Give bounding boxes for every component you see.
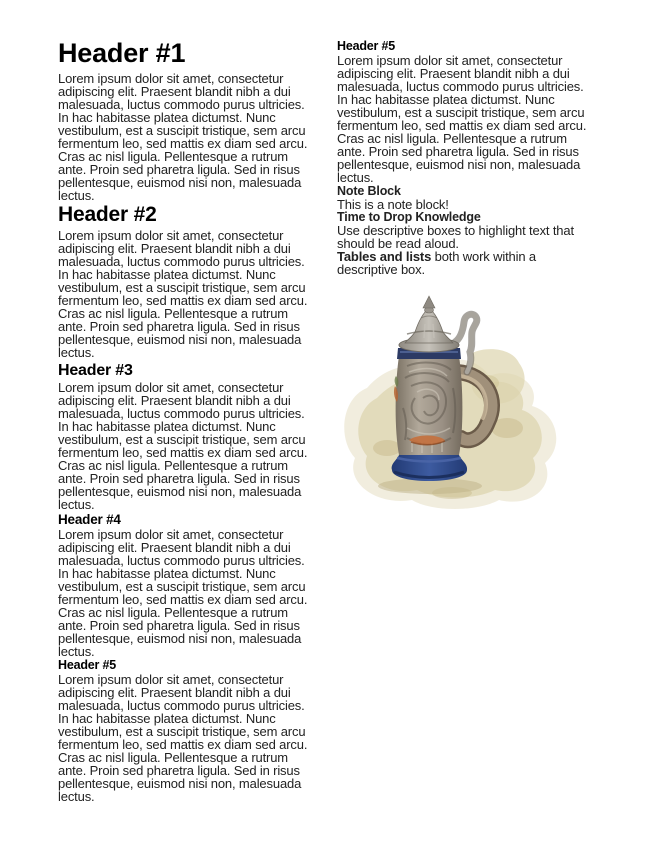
tables-note-rest: both work within a descriptive box. [337, 249, 536, 277]
paragraph: Lorem ipsum dolor sit amet, consectetur adipiscing elit. Praesent blandit nibh a dui malesuada, luctus commodo purus ultricies. In hac habitasse platea dictumst. Nunc vestibulum, est a suscipit tristique, sem arcu fermentum leo, sed mattis ex diam sed arcu. Cras ac nisl ligula. Pellentesque a rutrum ante. Proin sed pharetra ligula. Sed in risus pellentesque, euismod nisi non, malesuada lectus. [58, 527, 308, 659]
heading-1: Header #1 [58, 38, 186, 68]
section-header-4 [58, 513, 310, 658]
paragraph: Lorem ipsum dolor sit amet, consectetur adipiscing elit. Praesent blandit nibh a dui malesuada, luctus commodo purus ultricies. In hac habitasse platea dictumst. Nunc vestibulum, est a suscipit tristique, sem arcu fermentum leo, sed mattis ex diam sed arcu. Cras ac nisl ligula. Pellentesque a rutrum ante. Proin sed pharetra ligula. Sed in risus pellentesque, euismod nisi non, malesuada lectus. [58, 672, 308, 804]
heading-5: Header #5 [58, 658, 116, 672]
heading-5-right: Header #5 [337, 39, 395, 53]
heading-3: Header #3 [58, 362, 133, 379]
knowledge-text: Use descriptive boxes to highlight text that should be read aloud. [337, 223, 574, 251]
left-column [58, 40, 310, 804]
heading-2: Header #2 [58, 203, 157, 226]
paragraph: Lorem ipsum dolor sit amet, consectetur adipiscing elit. Praesent blandit nibh a dui malesuada, luctus commodo purus ultricies. In hac habitasse platea dictumst. Nunc vestibulum, est a suscipit tristique, sem arcu fermentum leo, sed mattis ex diam sed arcu. Cras ac nisl ligula. Pellentesque a rutrum ante. Proin sed pharetra ligula. Sed in risus pellentesque, euismod nisi non, malesuada lectus. [58, 380, 308, 512]
note-block-label: Note Block [337, 184, 401, 198]
knowledge-label: Time to Drop Knowledge [337, 210, 481, 224]
tables-note [337, 250, 589, 276]
section-header-2 [58, 204, 310, 359]
beer-stein-illustration [337, 288, 567, 513]
section-header-5-left [58, 659, 310, 803]
section-header-3 [58, 362, 310, 511]
stein-base [392, 455, 467, 481]
paragraph: Lorem ipsum dolor sit amet, consectetur adipiscing elit. Praesent blandit nibh a dui malesuada, luctus commodo purus ultricies. In hac habitasse platea dictumst. Nunc vestibulum, est a suscipit tristique, sem arcu fermentum leo, sed mattis ex diam sed arcu. Cras ac nisl ligula. Pellentesque a rutrum ante. Proin sed pharetra ligula. Sed in risus pellentesque, euismod nisi non, malesuada lectus. [337, 53, 587, 185]
beer-stein-svg [337, 288, 567, 513]
heading-4: Header #4 [58, 512, 121, 527]
right-column [337, 40, 589, 276]
section-header-1 [58, 40, 310, 202]
paragraph: Lorem ipsum dolor sit amet, consectetur adipiscing elit. Praesent blandit nibh a dui malesuada, luctus commodo purus ultricies. In hac habitasse platea dictumst. Nunc vestibulum, est a suscipit tristique, sem arcu fermentum leo, sed mattis ex diam sed arcu. Cras ac nisl ligula. Pellentesque a rutrum ante. Proin sed pharetra ligula. Sed in risus pellentesque, euismod nisi non, malesuada lectus. [58, 228, 308, 360]
paragraph: Lorem ipsum dolor sit amet, consectetur adipiscing elit. Praesent blandit nibh a dui malesuada, luctus commodo purus ultricies. In hac habitasse platea dictumst. Nunc vestibulum, est a suscipit tristique, sem arcu fermentum leo, sed mattis ex diam sed arcu. Cras ac nisl ligula. Pellentesque a rutrum ante. Proin sed pharetra ligula. Sed in risus pellentesque, euismod nisi non, malesuada lectus. [58, 71, 308, 203]
note-block-text: This is a note block! [337, 197, 449, 212]
stein-lid [399, 296, 459, 352]
tables-note-bold: Tables and lists [337, 249, 432, 264]
